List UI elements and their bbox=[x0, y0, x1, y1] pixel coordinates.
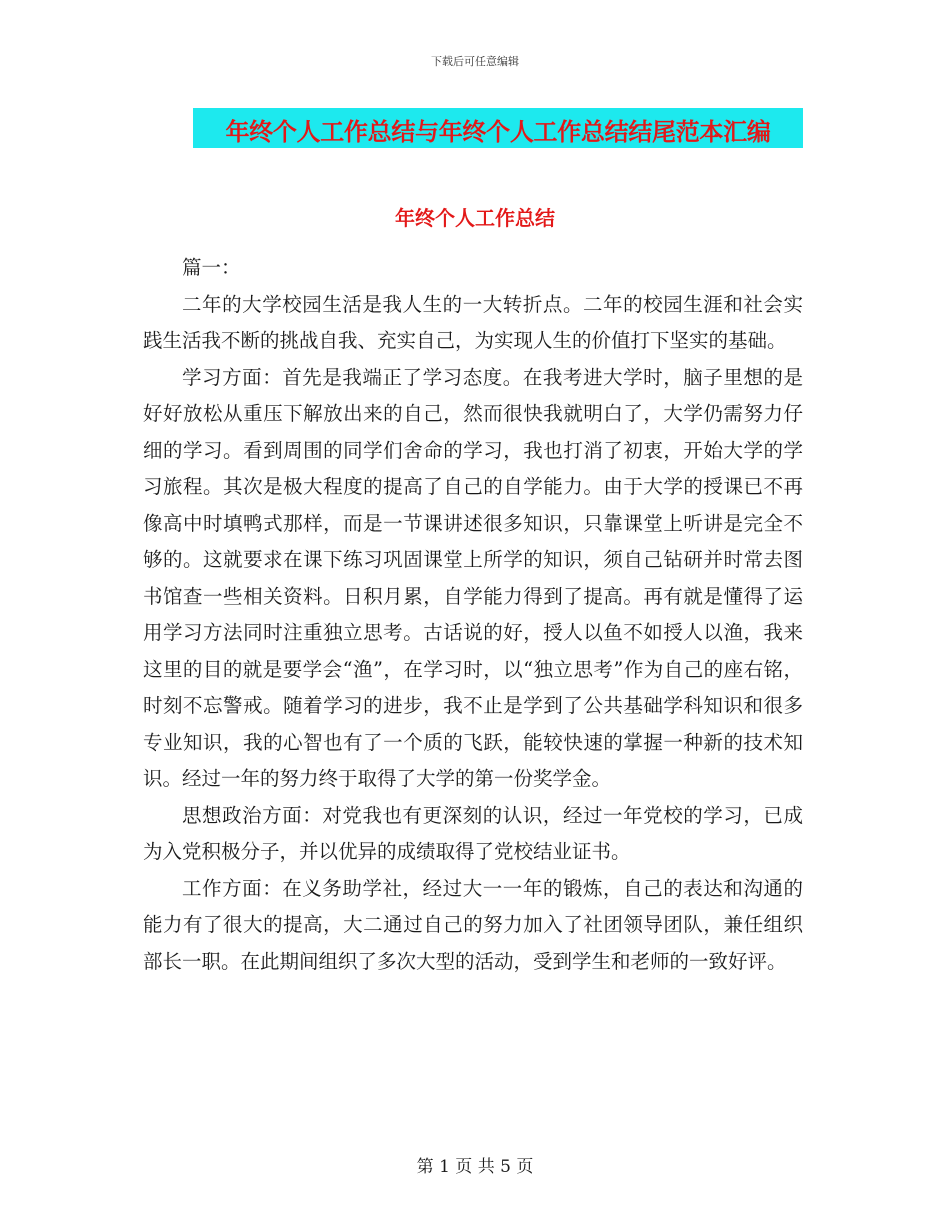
paragraph-politics: 思想政治方面：对党我也有更深刻的认识，经过一年党校的学习，已成为入党积极分子，并以优异的成绩取得了党校结业证书。 bbox=[143, 803, 803, 863]
document-title: 年终个人工作总结与年终个人工作总结结尾范本汇编 bbox=[225, 118, 771, 146]
paragraph-intro: 二年的大学校园生活是我人生的一大转折点。二年的校园生涯和社会实践生活我不断的挑战自我、充实自己，为实现人生的价值打下坚实的基础。 bbox=[143, 292, 803, 352]
document-body bbox=[143, 250, 803, 980]
paragraph-chapter-label: 篇一： bbox=[182, 256, 241, 279]
paragraph-study: 学习方面：首先是我端正了学习态度。在我考进大学时，脑子里想的是好好放松从重压下解放出来的自己，然而很快我就明白了，大学仍需努力仔细的学习。看到周围的同学们舍命的学习，我也打消了初衷，开始大学的学习旅程。其次是极大程度的提高了自己的自学能力。由于大学的授课已不再像高中时填鸭式那样，而是一节课讲述很多知识，只靠课堂上听讲是完全不够的。这就要求在课下练习巩固课堂上所学的知识，须自己钻研并时常去图书馆查一些相关资料。日积月累，自学能力得到了提高。再有就是懂得了运用学习方法同时注重独立思考。古话说的好，授人以鱼不如授人以渔，我来这里的目的就是要学会“渔”，在学习时，以“独立思考”作为自己的座右铭，时刻不忘警戒。随着学习的进步，我不止是学到了公共基础学科知识和很多专业知识，我的心智也有了一个质的飞跃，能较快速的掌握一种新的技术知识。经过一年的努力终于取得了大学的第一份奖学金。 bbox=[143, 365, 803, 790]
paragraph-work: 工作方面：在义务助学社，经过大一一年的锻炼，自己的表达和沟通的能力有了很大的提高，大二通过自己的努力加入了社团领导团队，兼任组织部长一职。在此期间组织了多次大型的活动，受到学生和老师的一致好评。 bbox=[143, 876, 803, 973]
header-note: 下载后可任意编辑 bbox=[431, 55, 519, 68]
section-title: 年终个人工作总结 bbox=[395, 206, 555, 230]
page-number: 第 1 页 共 5 页 bbox=[416, 1157, 534, 1177]
